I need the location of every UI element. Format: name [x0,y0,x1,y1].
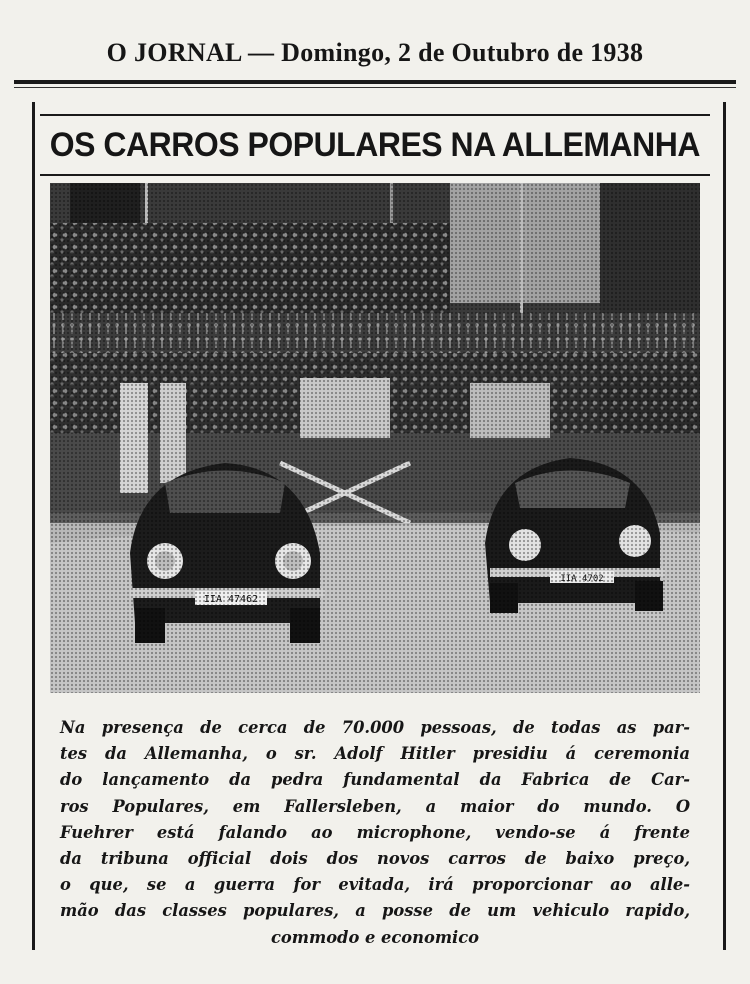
caption-line: da tribuna official dois dos novos carros de baixo preço, [60,849,690,869]
masthead-rule-thin [14,87,736,88]
caption-line: Na presença de cerca de 70.000 pessoas, de todas as par- [60,718,690,737]
photo-caption [60,715,690,951]
masthead: O JORNAL — Domingo, 2 de Outubro de 1938 [106,38,644,67]
news-photo-illustration [50,183,700,693]
caption-line: mão das classes populares, a posse de um vehiculo rapido, [60,901,690,921]
caption-line: ros Populares, em Fallersleben, a maior do mundo. O [60,796,690,816]
headline: OS CARROS POPULARES NA ALLEMANHA [49,125,701,164]
news-photo [50,183,700,693]
caption-line: tes da Allemanha, o sr. Adolf Hitler presidiu á ceremonia [60,744,690,764]
caption-line: o que, se a guerra for evitada, irá proporcionar ao alle- [60,875,690,895]
caption-line: commodo e economico [270,927,480,947]
caption-line: do lançamento da pedra fundamental da Fabrica de Car- [60,770,690,790]
caption-line: Fuehrer está falando ao microphone, vendo-se á frente [60,822,690,842]
masthead-rule [14,80,736,84]
headline-box [40,114,710,176]
